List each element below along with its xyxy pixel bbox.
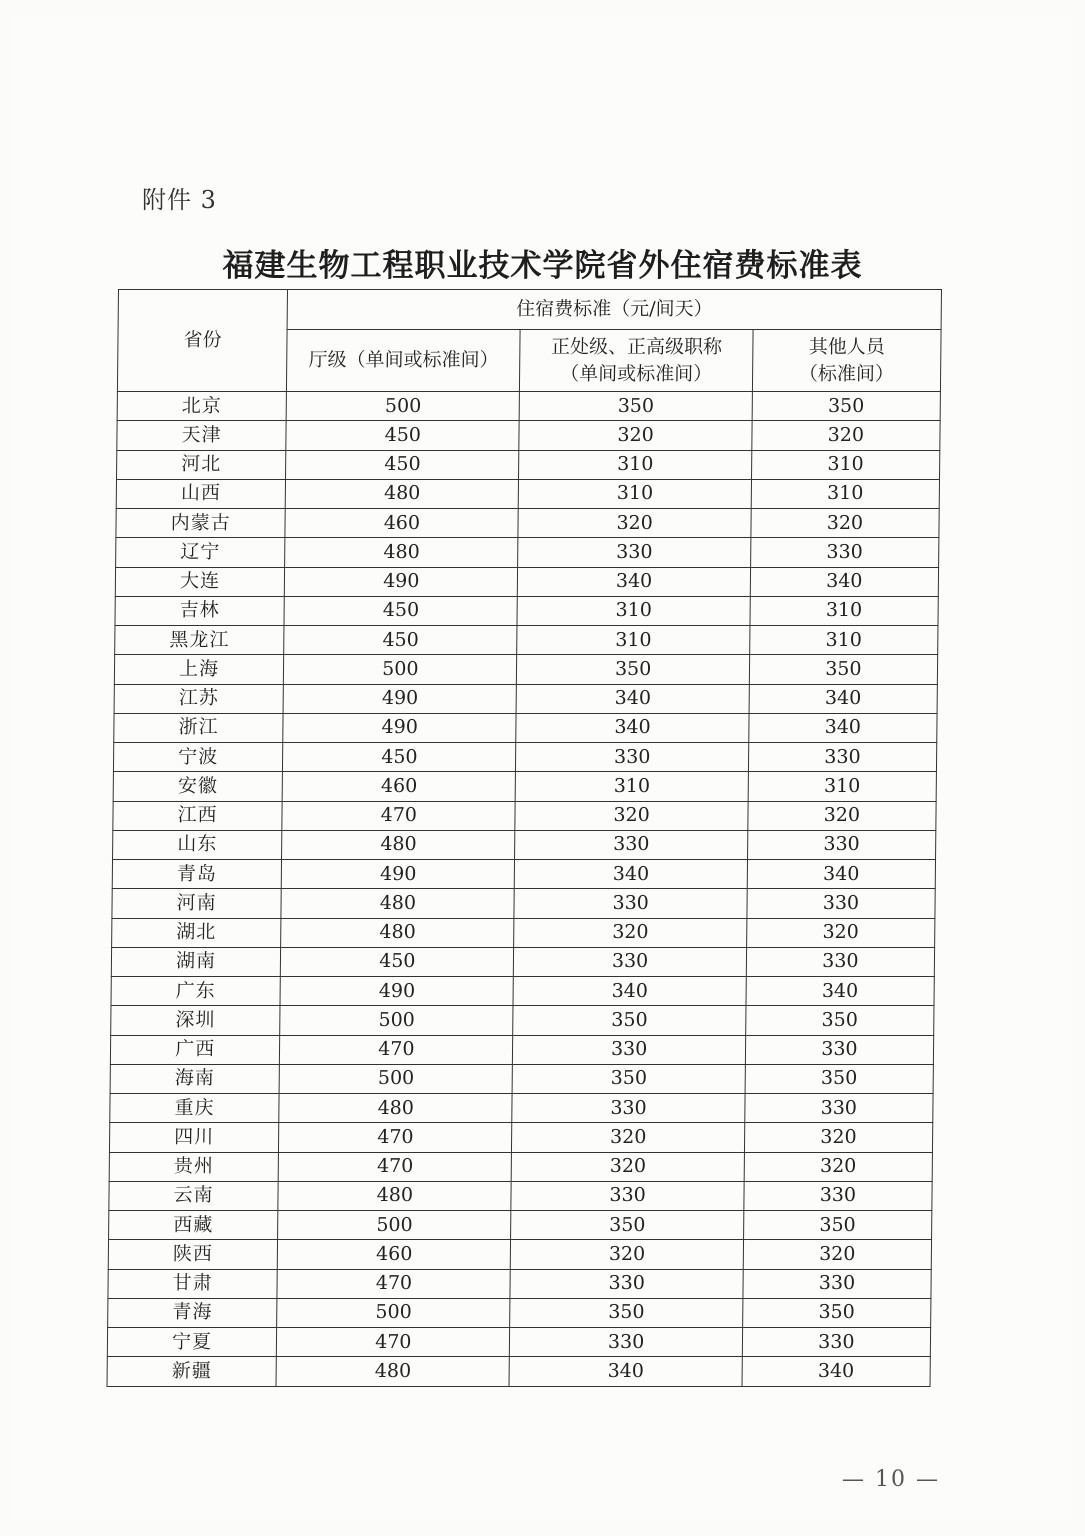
table-row bbox=[109, 1181, 932, 1210]
cell-bureau-fee: 450 bbox=[281, 947, 515, 976]
cell-director-fee: 340 bbox=[513, 977, 746, 1006]
cell-others-fee: 330 bbox=[745, 1035, 934, 1064]
cell-others-fee: 310 bbox=[751, 479, 940, 508]
cell-director-fee: 330 bbox=[510, 1328, 743, 1357]
cell-bureau-fee: 450 bbox=[286, 450, 520, 479]
cell-director-fee: 320 bbox=[511, 1240, 744, 1269]
cell-bureau-fee: 460 bbox=[285, 509, 519, 538]
cell-others-fee: 320 bbox=[748, 801, 937, 830]
table-row bbox=[116, 538, 939, 567]
cell-others-fee: 320 bbox=[744, 1152, 933, 1181]
cell-others-fee: 350 bbox=[743, 1211, 932, 1240]
header-director-level bbox=[520, 330, 753, 392]
accommodation-fee-table bbox=[107, 289, 942, 1387]
cell-director-fee: 330 bbox=[513, 1035, 746, 1064]
cell-bureau-fee: 450 bbox=[284, 596, 518, 625]
cell-province: 江苏 bbox=[114, 684, 284, 713]
cell-bureau-fee: 470 bbox=[280, 1035, 514, 1064]
cell-others-fee: 350 bbox=[749, 655, 938, 684]
cell-bureau-fee: 500 bbox=[280, 1006, 514, 1035]
cell-others-fee: 310 bbox=[748, 772, 937, 801]
cell-director-fee: 310 bbox=[519, 479, 752, 508]
cell-others-fee: 330 bbox=[748, 743, 937, 772]
cell-bureau-fee: 500 bbox=[278, 1211, 512, 1240]
cell-bureau-fee: 470 bbox=[279, 1123, 513, 1152]
table-row bbox=[114, 655, 937, 684]
table-row bbox=[108, 1240, 931, 1269]
table-row bbox=[113, 743, 936, 772]
cell-director-fee: 330 bbox=[512, 1094, 745, 1123]
cell-bureau-fee: 450 bbox=[283, 743, 517, 772]
cell-province: 海南 bbox=[110, 1064, 280, 1093]
cell-others-fee: 330 bbox=[745, 1094, 934, 1123]
cell-bureau-fee: 490 bbox=[283, 713, 517, 742]
cell-bureau-fee: 480 bbox=[281, 918, 515, 947]
cell-bureau-fee: 500 bbox=[279, 1064, 513, 1093]
header-others-line2: （标准间） bbox=[798, 362, 895, 385]
cell-province: 广东 bbox=[111, 977, 281, 1006]
cell-bureau-fee: 490 bbox=[283, 684, 517, 713]
cell-others-fee: 350 bbox=[742, 1298, 931, 1327]
cell-others-fee: 310 bbox=[751, 450, 940, 479]
table-row bbox=[115, 626, 938, 655]
table-row bbox=[111, 947, 934, 976]
cell-province: 青岛 bbox=[112, 860, 282, 889]
cell-province: 宁波 bbox=[113, 743, 283, 772]
cell-others-fee: 330 bbox=[742, 1328, 931, 1357]
table-row bbox=[110, 1094, 933, 1123]
table-row bbox=[107, 1328, 930, 1357]
cell-others-fee: 340 bbox=[749, 684, 938, 713]
table-row bbox=[114, 713, 937, 742]
cell-others-fee: 330 bbox=[750, 538, 939, 567]
cell-bureau-fee: 470 bbox=[282, 801, 516, 830]
table-row bbox=[108, 1269, 931, 1298]
header-fee-standard: 住宿费标准（元/间天） bbox=[287, 290, 941, 330]
table-row bbox=[107, 1357, 930, 1387]
cell-director-fee: 340 bbox=[518, 567, 751, 596]
header-director-line1: 正处级、正高级职称 bbox=[550, 335, 723, 358]
cell-province: 安徽 bbox=[113, 772, 283, 801]
attachment-label: 附件 3 bbox=[142, 186, 217, 214]
cell-others-fee: 320 bbox=[744, 1123, 933, 1152]
table-row bbox=[113, 772, 936, 801]
cell-director-fee: 320 bbox=[519, 421, 752, 450]
table-row bbox=[112, 860, 935, 889]
cell-province: 上海 bbox=[114, 655, 284, 684]
cell-others-fee: 340 bbox=[750, 567, 939, 596]
cell-province: 云南 bbox=[109, 1181, 279, 1210]
table-row bbox=[110, 1064, 933, 1093]
table-row bbox=[115, 567, 938, 596]
table-row bbox=[113, 830, 936, 859]
cell-others-fee: 340 bbox=[749, 713, 938, 742]
cell-bureau-fee: 480 bbox=[278, 1181, 512, 1210]
cell-bureau-fee: 480 bbox=[281, 889, 515, 918]
table-row bbox=[109, 1152, 932, 1181]
document-title: 福建生物工程职业技术学院省外住宿费标准表 bbox=[222, 248, 863, 284]
cell-province: 山西 bbox=[116, 479, 286, 508]
cell-director-fee: 340 bbox=[515, 860, 748, 889]
cell-province: 深圳 bbox=[111, 1006, 281, 1035]
cell-province: 青海 bbox=[108, 1298, 278, 1327]
cell-province: 四川 bbox=[109, 1123, 279, 1152]
header-other-staff bbox=[752, 330, 941, 392]
cell-director-fee: 340 bbox=[509, 1357, 742, 1387]
table-row bbox=[109, 1211, 932, 1240]
cell-province: 湖北 bbox=[112, 918, 282, 947]
table-row bbox=[108, 1298, 931, 1327]
table-body bbox=[107, 392, 940, 1387]
cell-others-fee: 340 bbox=[746, 977, 935, 1006]
cell-bureau-fee: 450 bbox=[284, 626, 518, 655]
cell-director-fee: 330 bbox=[514, 947, 747, 976]
table-row bbox=[112, 918, 935, 947]
table-row bbox=[117, 392, 940, 421]
cell-province: 江西 bbox=[113, 801, 283, 830]
cell-province: 新疆 bbox=[107, 1357, 277, 1387]
cell-province: 宁夏 bbox=[107, 1328, 277, 1357]
cell-bureau-fee: 460 bbox=[282, 772, 516, 801]
cell-bureau-fee: 490 bbox=[280, 977, 514, 1006]
cell-bureau-fee: 480 bbox=[285, 479, 519, 508]
cell-others-fee: 330 bbox=[747, 830, 936, 859]
cell-others-fee: 340 bbox=[742, 1357, 931, 1387]
cell-director-fee: 330 bbox=[518, 538, 751, 567]
table-row bbox=[114, 684, 937, 713]
cell-director-fee: 340 bbox=[517, 684, 750, 713]
cell-bureau-fee: 470 bbox=[277, 1269, 511, 1298]
cell-director-fee: 320 bbox=[512, 1152, 745, 1181]
cell-province: 重庆 bbox=[110, 1094, 280, 1123]
cell-director-fee: 330 bbox=[516, 743, 749, 772]
cell-province: 甘肃 bbox=[108, 1269, 278, 1298]
cell-director-fee: 350 bbox=[513, 1064, 746, 1093]
table-row bbox=[109, 1123, 932, 1152]
cell-bureau-fee: 480 bbox=[285, 538, 519, 567]
cell-director-fee: 350 bbox=[517, 655, 750, 684]
table-row bbox=[117, 450, 940, 479]
page-number: — 10 — bbox=[842, 1467, 940, 1492]
cell-director-fee: 340 bbox=[516, 713, 749, 742]
cell-director-fee: 350 bbox=[520, 392, 753, 421]
cell-province: 山东 bbox=[113, 830, 283, 859]
cell-director-fee: 310 bbox=[517, 626, 750, 655]
header-others-line1: 其他人员 bbox=[808, 335, 885, 358]
cell-others-fee: 330 bbox=[743, 1269, 932, 1298]
cell-bureau-fee: 470 bbox=[278, 1152, 512, 1181]
table-row bbox=[113, 801, 936, 830]
cell-director-fee: 310 bbox=[516, 772, 749, 801]
cell-director-fee: 320 bbox=[515, 801, 748, 830]
cell-province: 广西 bbox=[110, 1035, 280, 1064]
cell-director-fee: 320 bbox=[512, 1123, 745, 1152]
cell-others-fee: 350 bbox=[745, 1064, 934, 1093]
cell-province: 黑龙江 bbox=[115, 626, 285, 655]
header-bureau-level: 厅级（单间或标准间） bbox=[287, 330, 521, 392]
cell-bureau-fee: 470 bbox=[277, 1328, 511, 1357]
cell-others-fee: 330 bbox=[746, 947, 935, 976]
cell-bureau-fee: 490 bbox=[281, 860, 515, 889]
cell-others-fee: 330 bbox=[744, 1181, 933, 1210]
table-row bbox=[116, 479, 939, 508]
table-row bbox=[112, 889, 935, 918]
cell-director-fee: 350 bbox=[513, 1006, 746, 1035]
cell-director-fee: 320 bbox=[514, 918, 747, 947]
header-province: 省份 bbox=[117, 290, 287, 392]
cell-province: 天津 bbox=[117, 421, 287, 450]
cell-bureau-fee: 490 bbox=[284, 567, 518, 596]
cell-others-fee: 330 bbox=[747, 889, 936, 918]
cell-province: 大连 bbox=[115, 567, 285, 596]
cell-director-fee: 310 bbox=[517, 596, 750, 625]
cell-bureau-fee: 480 bbox=[282, 830, 516, 859]
cell-director-fee: 310 bbox=[519, 450, 752, 479]
cell-director-fee: 320 bbox=[518, 509, 751, 538]
cell-province: 河北 bbox=[117, 450, 287, 479]
cell-bureau-fee: 500 bbox=[284, 655, 518, 684]
cell-bureau-fee: 480 bbox=[279, 1094, 513, 1123]
cell-province: 贵州 bbox=[109, 1152, 279, 1181]
cell-province: 辽宁 bbox=[116, 538, 286, 567]
table-row bbox=[110, 1035, 933, 1064]
table-row bbox=[111, 1006, 934, 1035]
cell-director-fee: 350 bbox=[510, 1298, 743, 1327]
cell-director-fee: 350 bbox=[511, 1211, 744, 1240]
cell-province: 陕西 bbox=[108, 1240, 278, 1269]
header-director-line2: （单间或标准间） bbox=[560, 362, 713, 385]
cell-bureau-fee: 480 bbox=[276, 1357, 510, 1387]
cell-director-fee: 330 bbox=[510, 1269, 743, 1298]
table-row bbox=[111, 977, 934, 1006]
cell-province: 内蒙古 bbox=[116, 509, 286, 538]
cell-others-fee: 350 bbox=[745, 1006, 934, 1035]
cell-others-fee: 320 bbox=[752, 421, 941, 450]
cell-others-fee: 320 bbox=[751, 509, 940, 538]
table-row bbox=[115, 596, 938, 625]
cell-province: 西藏 bbox=[109, 1211, 279, 1240]
cell-director-fee: 330 bbox=[515, 830, 748, 859]
cell-others-fee: 310 bbox=[750, 596, 939, 625]
table-row bbox=[117, 421, 940, 450]
cell-province: 吉林 bbox=[115, 596, 285, 625]
table-row bbox=[116, 509, 939, 538]
cell-province: 浙江 bbox=[114, 713, 284, 742]
cell-others-fee: 320 bbox=[743, 1240, 932, 1269]
cell-others-fee: 350 bbox=[752, 392, 941, 421]
cell-director-fee: 330 bbox=[511, 1181, 744, 1210]
cell-bureau-fee: 450 bbox=[286, 421, 520, 450]
cell-others-fee: 340 bbox=[747, 860, 936, 889]
cell-others-fee: 320 bbox=[746, 918, 935, 947]
cell-province: 北京 bbox=[117, 392, 287, 421]
cell-province: 河南 bbox=[112, 889, 282, 918]
cell-province: 湖南 bbox=[111, 947, 281, 976]
cell-bureau-fee: 500 bbox=[277, 1298, 511, 1327]
cell-bureau-fee: 500 bbox=[286, 392, 520, 421]
cell-others-fee: 310 bbox=[749, 626, 938, 655]
cell-bureau-fee: 460 bbox=[277, 1240, 511, 1269]
cell-director-fee: 330 bbox=[514, 889, 747, 918]
